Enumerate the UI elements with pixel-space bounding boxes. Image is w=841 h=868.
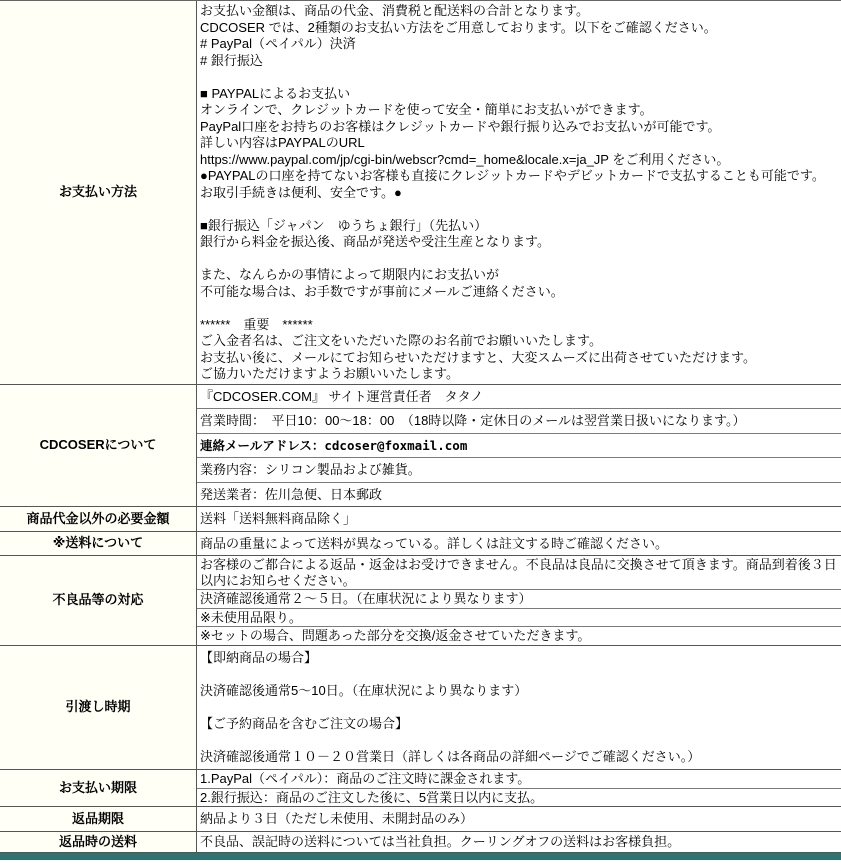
row-delivery: [0, 646, 841, 771]
payment-method-line: ****** 重要 ******: [200, 316, 313, 332]
shipping-note-label: ※送料について: [0, 532, 197, 556]
row-payment-method: [0, 1, 841, 385]
defective-timing: 決済確認後通常２〜５日。（在庫状況により異なります）: [197, 590, 841, 609]
about-business-hours: 営業時間： 平日10：00〜18：00 （18時以降・定休日のメールは翌営業日扱いになります。）: [197, 409, 841, 434]
payment-method-line: [200, 251, 838, 268]
delivery-line: 【即納商品の場合】: [200, 649, 318, 665]
payment-method-line: ●PAYPALの口座を持てないお客様も直接にクレジットカードやデビットカードで支払することも可能です。: [200, 168, 825, 183]
footer-divider-bar: [0, 853, 841, 860]
payment-deadline-bank: 2.銀行振込：商品のご注文した後に、5営業日以内に支払。: [200, 789, 544, 805]
about-operator: 『CDCOSER.COM』 サイト運営責任者 タタノ: [197, 385, 841, 410]
payment-method-text: [197, 1, 841, 384]
defective-policy: お客様のご都合による返品・返金はお受けできません。不良品は良品に交換させて頂きます。商品到着後３日以内にお知らせください。: [197, 556, 841, 590]
defective-label: 不良品等の対応: [0, 556, 197, 645]
payment-method-label: お支払い方法: [0, 1, 197, 384]
about-label: CDCOSERについて: [0, 385, 197, 507]
delivery-label: 引渡し時期: [0, 646, 197, 770]
extra-fees-text: 送料「送料無料商品除く」: [200, 511, 357, 526]
delivery-line: 【ご予約商品を含むご注文の場合】: [200, 715, 409, 731]
about-contact-email: 連絡メールアドレス：cdcoser@foxmail.com: [197, 434, 841, 459]
about-business-content: 業務内容：シリコン製品および雑貨。: [197, 458, 841, 483]
payment-method-line: # PayPal（ペイパル）決済: [200, 36, 356, 51]
row-payment-deadline: [0, 770, 841, 807]
delivery-line: [200, 666, 838, 683]
shipping-note-text: 商品の重量によって送料が異なっている。詳しくは註文する時ご確認ください。: [200, 535, 669, 551]
delivery-line: [200, 699, 838, 716]
return-deadline-text: 納品より３日（ただし未使用、未開封品のみ）: [200, 811, 474, 826]
return-shipping-text: 不良品、誤記時の送料については当社負担。クーリングオフの送料はお客様負担。: [200, 833, 681, 849]
payment-deadline-label: お支払い期限: [0, 770, 197, 806]
delivery-line: [200, 732, 838, 749]
payment-method-line: 銀行から料金を振込後、商品が発送や受注生産となります。: [200, 234, 550, 249]
defective-unused-only: ※未使用品限り。: [197, 609, 841, 628]
payment-method-line: [200, 69, 838, 86]
payment-method-line: ■銀行振込「ジャパン ゆうちょ銀行」（先払い）: [200, 217, 488, 233]
payment-method-line: 詳しい内容はPAYPALのURL: [200, 135, 365, 150]
payment-method-line: お取引手続きは便利、安全です。●: [200, 184, 402, 200]
extra-fees-label: 商品代金以外の必要金額: [0, 507, 197, 531]
payment-deadline-paypal: 1.PayPal（ペイパル）：商品のご注文時に課金されます。: [197, 770, 841, 789]
payment-method-line: 不可能な場合は、お手数ですが事前にメールご連絡ください。: [200, 283, 564, 299]
payment-method-line: # 銀行振込: [200, 52, 263, 68]
payment-method-line: お支払い金額は、商品の代金、消費税と配送料の合計となります。: [200, 3, 589, 18]
payment-method-line: オンラインで、クレジットカードを使って安全・簡単にお支払いができます。: [200, 102, 653, 117]
delivery-line: 決済確認後通常１０－２０営業日（詳しくは各商品の詳細ページでご確認ください。）: [200, 748, 701, 764]
payment-method-line: CDCOSER では、2種類のお支払い方法をご用意しております。以下をご確認ください。: [200, 19, 717, 35]
payment-method-line: お支払い後に、メールにてお知らせいただけますと、大変スムーズに出荷させていただけます。: [200, 349, 757, 365]
payment-method-line: また、なんらかの事情によって期限内にお支払いが: [200, 267, 500, 282]
row-defective: [0, 556, 841, 646]
row-extra-fees: [0, 507, 841, 532]
return-shipping-label: 返品時の送料: [0, 832, 197, 852]
payment-method-line: [200, 300, 838, 317]
about-shipping-carriers: 発送業者：佐川急便、日本郵政: [200, 486, 383, 502]
delivery-text: [197, 646, 841, 770]
row-shipping-note: [0, 532, 841, 557]
payment-method-line: https://www.paypal.com/jp/cgi-bin/webscr?cmd=_home&locale.x=ja_JP をご利用ください。: [200, 151, 730, 167]
row-return-deadline: [0, 807, 841, 832]
payment-method-line: [200, 201, 838, 218]
payment-method-line: ■ PAYPALによるお支払い: [200, 85, 351, 101]
delivery-line: 決済確認後通常5〜10日。（在庫状況により異なります）: [200, 682, 528, 698]
row-return-shipping: [0, 832, 841, 853]
payment-method-line: PayPal口座をお持ちのお客様はクレジットカードや銀行振り込みでお支払いが可能です。: [200, 118, 721, 134]
defective-set-note: ※セットの場合、問題あった部分を交換/返金させていただきます。: [200, 628, 591, 643]
payment-method-line: ご入金者名は、ご注文をいただいた際のお名前でお願いいたします。: [200, 333, 602, 348]
payment-method-line: ご協力いただけますようお願いいたします。: [200, 366, 459, 381]
row-about: [0, 385, 841, 508]
return-deadline-label: 返品期限: [0, 807, 197, 831]
